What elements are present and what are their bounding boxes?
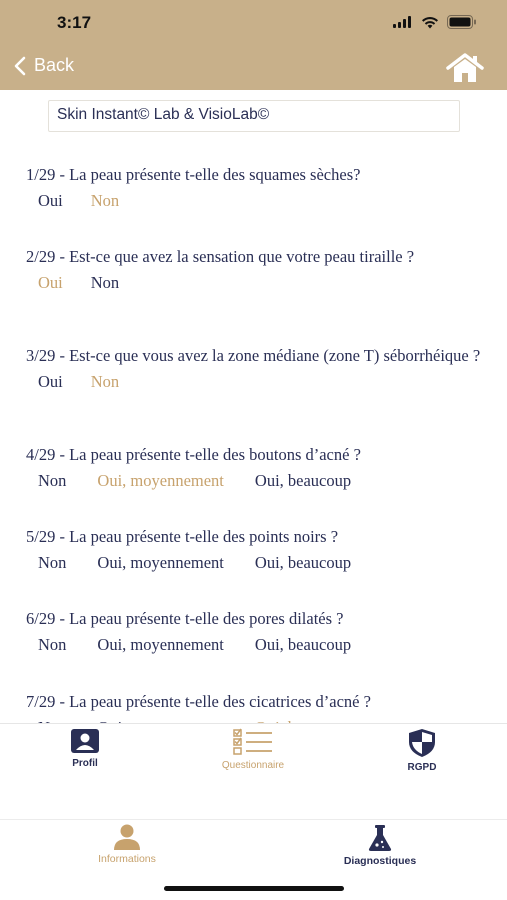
question-text: 2/29 - Est-ce que avez la sensation que votre peau tiraille ? [26, 247, 415, 266]
lab-title-box: Skin Instant© Lab & VisioLab© [48, 100, 460, 132]
status-bar [0, 0, 507, 46]
option-non[interactable]: Non [90, 191, 120, 210]
tab-label: Informations [98, 853, 156, 865]
question-5 [26, 527, 481, 573]
tab-label: RGPD [407, 762, 437, 773]
question-2 [26, 247, 481, 293]
shield-icon [408, 728, 436, 758]
profile-card-icon [70, 728, 100, 754]
status-time: 3:17 [57, 13, 92, 32]
question-1 [26, 165, 481, 211]
question-6 [26, 609, 481, 655]
option-oui-beaucoup[interactable]: Oui, beaucoup [254, 471, 352, 490]
question-4 [26, 445, 481, 491]
home-icon [445, 52, 485, 84]
question-text: 6/29 - La peau présente t-elle des pores dilatés ? [26, 609, 344, 628]
tab-informations[interactable] [57, 824, 197, 865]
option-non[interactable]: Non [90, 372, 120, 391]
chevron-left-icon [14, 56, 26, 76]
navigation-bar [0, 46, 507, 90]
option-non[interactable]: Non [38, 471, 67, 490]
question-text: 4/29 - La peau présente t-elle des boutons d’acné ? [26, 445, 361, 464]
tab-rgpd[interactable] [362, 728, 482, 773]
checklist-icon [233, 728, 273, 756]
option-oui-moyennement[interactable]: Oui, moyennement [97, 553, 224, 572]
tab-label: Diagnostiques [343, 855, 417, 867]
signal-icon [393, 16, 413, 28]
battery-icon [447, 15, 477, 29]
person-icon [112, 824, 142, 850]
back-button[interactable] [14, 55, 74, 76]
question-text: 1/29 - La peau présente t-elle des squames sèches? [26, 165, 361, 184]
tab-label: Profil [72, 758, 98, 769]
status-icons [393, 15, 477, 29]
wifi-icon [421, 16, 439, 29]
option-oui-beaucoup[interactable]: Oui, beaucoup [254, 553, 352, 572]
option-non[interactable]: Non [90, 273, 120, 292]
option-oui[interactable]: Oui [38, 191, 63, 210]
option-oui-moyennement[interactable]: Oui, moyennement [97, 635, 224, 654]
option-oui-moyennement[interactable]: Oui, moyennement [97, 471, 224, 490]
questionnaire-list[interactable] [0, 140, 507, 723]
flask-icon [367, 824, 393, 852]
tab-profil[interactable] [25, 728, 145, 769]
option-oui[interactable]: Oui [38, 372, 63, 391]
tab-questionnaire[interactable] [193, 728, 313, 771]
home-button[interactable] [445, 52, 485, 84]
question-text: 3/29 - Est-ce que vous avez la zone médiane (zone T) séborrhéique ? [26, 346, 481, 365]
back-label: Back [34, 55, 75, 75]
home-indicator[interactable] [164, 886, 344, 891]
tab-diagnostiques[interactable] [310, 824, 450, 867]
option-non[interactable]: Non [38, 635, 67, 654]
question-text: 7/29 - La peau présente t-elle des cicatrices d’acné ? [26, 692, 371, 711]
option-non[interactable]: Non [38, 553, 67, 572]
option-oui[interactable]: Oui [38, 273, 63, 292]
question-text: 5/29 - La peau présente t-elle des points noirs ? [26, 527, 339, 546]
section-tab-bar [0, 724, 507, 819]
question-3 [26, 346, 481, 392]
option-oui-beaucoup[interactable]: Oui, beaucoup [254, 635, 352, 654]
tab-label: Questionnaire [221, 760, 285, 771]
